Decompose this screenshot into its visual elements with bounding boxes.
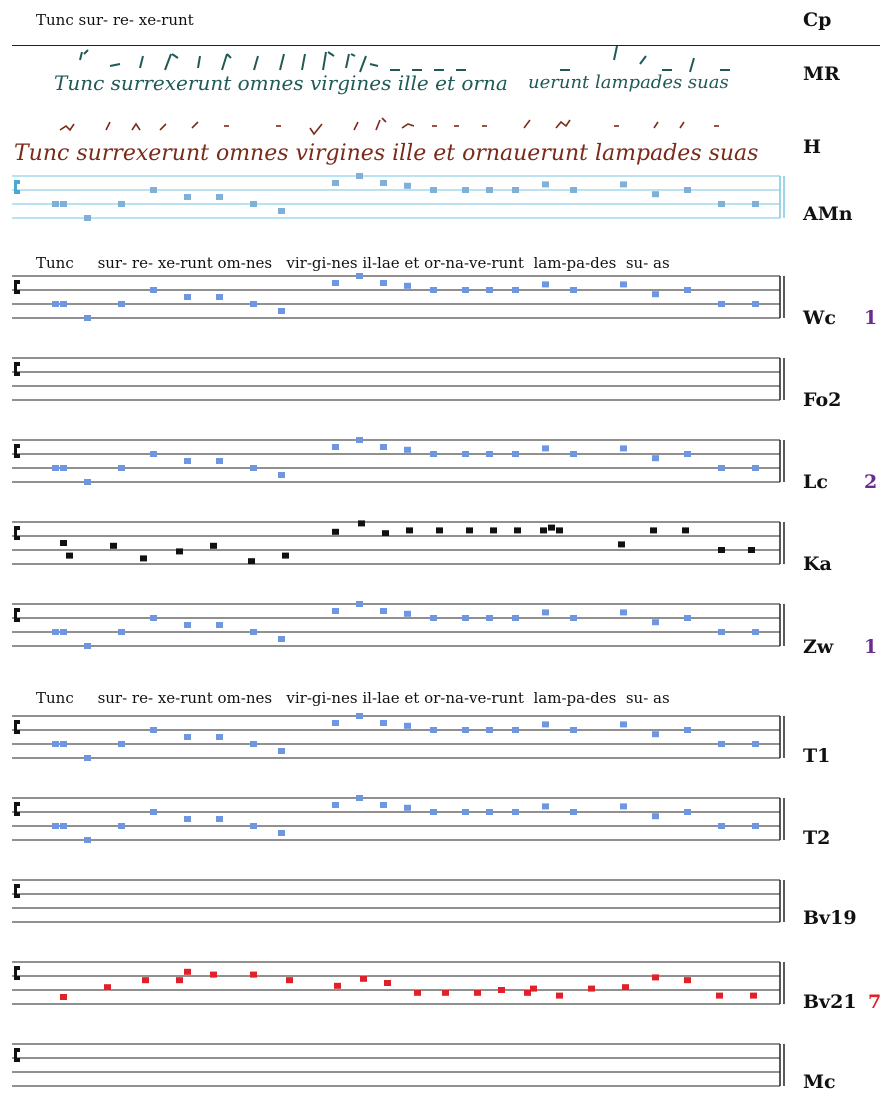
neume-note [278,636,285,642]
neume-note [414,990,421,996]
variant-lc: 2 [864,471,878,493]
neume-note [118,465,125,471]
neume-note [620,445,627,451]
neume-note [718,201,725,207]
neume-note [216,734,223,740]
neume-note [118,301,125,307]
c-clef-icon [14,608,20,622]
neume-note [380,180,387,186]
neume-note [570,727,577,733]
neume-note [150,809,157,815]
neume-note [718,465,725,471]
neume-note [462,287,469,293]
neume-note [462,615,469,621]
neume-note [684,977,691,983]
neume-note [486,287,493,293]
neume-note [684,451,691,457]
neume-note [210,972,217,978]
neume-note [332,720,339,726]
neume-note [620,281,627,287]
neume-note [184,734,191,740]
neume-note [356,713,363,719]
neume-note [684,727,691,733]
neume-note [486,187,493,193]
neume-note [250,465,257,471]
neume-note [652,619,659,625]
neume-note [430,615,437,621]
neume-note [466,527,473,533]
neume-note [84,755,91,761]
lyrics-row-1: Tunc sur- re- xe-runt om-nes vir-gi-nes il-lae et or-na-ve-runt lam-pa-des su- as [36,254,670,272]
neume-note [60,465,67,471]
neume-note [184,294,191,300]
neume-note [462,187,469,193]
header-incipit: Tunc sur- re- xe-runt [36,11,194,29]
neume-note [356,601,363,607]
neume-note [278,308,285,314]
neume-note [66,553,73,559]
header-siglum: Cp [803,9,832,31]
neume-note [382,530,389,536]
neume-note [618,541,625,547]
neume-note [556,527,563,533]
neume-note [404,183,411,189]
neume-note [216,294,223,300]
neume-note [118,741,125,747]
neume-note [60,201,67,207]
neume-note [442,990,449,996]
neume-note [718,301,725,307]
neume-note [750,993,757,999]
neume-note [716,993,723,999]
neume-note [282,553,289,559]
neume-note [748,547,755,553]
neume-note [684,287,691,293]
neume-note [404,447,411,453]
neume-note [332,802,339,808]
neume-note [462,809,469,815]
neume-note [570,615,577,621]
c-clef-icon [14,720,20,734]
neume-note [752,741,759,747]
neume-note [682,527,689,533]
neume-note [430,727,437,733]
neume-note [404,283,411,289]
neume-note [462,451,469,457]
siglum-h: H [803,136,821,158]
neume-note [512,615,519,621]
neume-note [250,741,257,747]
neume-note [380,280,387,286]
neume-note [150,187,157,193]
neume-note [542,609,549,615]
h-text: Tunc surrexerunt omnes virgines ille et ornauerunt lampades suas [14,141,759,166]
neume-note [718,629,725,635]
neume-note [250,301,257,307]
neume-note [150,451,157,457]
neume-note [404,723,411,729]
neume-note [118,823,125,829]
neume-note [542,445,549,451]
neume-note [512,451,519,457]
neume-note [652,191,659,197]
neume-note [332,529,339,535]
neume-note [84,643,91,649]
neume-note [184,622,191,628]
neume-note [52,465,59,471]
neume-note [380,608,387,614]
neume-note [84,215,91,221]
neume-note [60,994,67,1000]
neume-note [278,830,285,836]
neume-note [570,809,577,815]
neume-note [110,543,117,549]
neume-note [512,727,519,733]
neume-note [334,983,341,989]
neume-note [248,558,255,564]
neume-note [684,615,691,621]
neume-note [184,458,191,464]
neume-note [250,823,257,829]
mr-text: Tunc surrexerunt omnes virgines ille et orna [54,71,508,95]
neume-note [60,741,67,747]
neume-note [430,287,437,293]
neume-note [380,720,387,726]
neume-note [360,976,367,982]
neume-note [512,809,519,815]
neume-note [358,520,365,526]
neume-note [752,301,759,307]
neume-note [356,273,363,279]
neume-note [52,741,59,747]
neume-note [176,548,183,554]
neume-note [52,301,59,307]
neume-note [286,977,293,983]
neume-note [150,727,157,733]
neume-note [406,527,413,533]
neume-note [570,287,577,293]
c-clef-icon [14,526,20,540]
neume-note [486,615,493,621]
neume-note [150,287,157,293]
neume-note [216,194,223,200]
neume-note [250,972,257,978]
neume-note [542,281,549,287]
neume-note [210,543,217,549]
lyrics-row-2: Tunc sur- re- xe-runt om-nes vir-gi-nes il-lae et or-na-ve-runt lam-pa-des su- as [36,689,670,707]
neume-note [332,608,339,614]
neume-note [620,721,627,727]
c-clef-icon [14,884,20,898]
neume-note [752,465,759,471]
neume-note [652,813,659,819]
neume-note [184,194,191,200]
neume-note [436,527,443,533]
neume-note [652,731,659,737]
neume-note [216,458,223,464]
variant-zw: 1 [864,636,878,658]
neume-note [548,525,555,531]
neume-note [556,993,563,999]
neume-note [752,629,759,635]
neume-note [216,622,223,628]
siglum-fo2: Fo2 [803,389,842,411]
siglum-t1: T1 [803,745,831,767]
neume-note [524,990,531,996]
c-clef-icon [14,280,20,294]
neume-note [250,201,257,207]
neume-note [620,803,627,809]
neume-note [356,795,363,801]
neume-note [332,180,339,186]
neume-note [462,727,469,733]
neume-note [474,990,481,996]
siglum-ka: Ka [803,553,832,575]
neume-note [486,451,493,457]
neume-note [486,809,493,815]
neume-note [52,823,59,829]
c-clef-icon [14,444,20,458]
neume-note [620,609,627,615]
siglum-wc: Wc [803,307,836,329]
c-clef-icon [14,180,20,194]
c-clef-icon [14,966,20,980]
neume-note [84,837,91,843]
neume-note [332,444,339,450]
neume-note [718,547,725,553]
siglum-mc: Mc [803,1071,836,1093]
c-clef-icon [14,362,20,376]
neume-note [140,555,147,561]
neume-note [684,187,691,193]
neume-note [84,479,91,485]
neume-note [380,444,387,450]
neume-note [652,455,659,461]
neume-note [430,451,437,457]
siglum-bv19: Bv19 [803,907,857,929]
neume-note [514,527,521,533]
neume-note [84,315,91,321]
siglum-lc: Lc [803,471,828,493]
neume-note [540,527,547,533]
neume-note [486,727,493,733]
neume-note [684,809,691,815]
c-clef-icon [14,1048,20,1062]
neume-note [332,280,339,286]
neume-note [60,823,67,829]
neume-note [652,291,659,297]
neume-note [542,181,549,187]
siglum-bv21: Bv21 [803,991,857,1013]
neume-note [52,201,59,207]
siglum-zw: Zw [803,636,834,658]
neume-note [356,173,363,179]
neume-note [498,987,505,993]
mr-text-b: uerunt lampades suas [528,72,729,93]
neume-note [184,969,191,975]
neume-note [652,974,659,980]
neume-note [404,611,411,617]
neume-note [430,187,437,193]
neume-note [150,615,157,621]
neume-note [752,201,759,207]
neume-note [570,187,577,193]
neume-note [118,629,125,635]
neume-note [530,986,537,992]
neume-note [118,201,125,207]
neume-note [512,187,519,193]
variant-wc: 1 [864,307,878,329]
siglum-t2: T2 [803,827,831,849]
variant-bv21: 7 [868,991,882,1013]
neume-note [250,629,257,635]
neume-note [512,287,519,293]
siglum-mr: MR [803,63,840,85]
neume-note [278,208,285,214]
neume-note [278,472,285,478]
neume-note [404,805,411,811]
neume-note [620,181,627,187]
neume-note [278,748,285,754]
neume-note [570,451,577,457]
neume-note [650,527,657,533]
neume-note [752,823,759,829]
neume-note [622,984,629,990]
neume-note [718,741,725,747]
neume-note [430,809,437,815]
neume-note [60,301,67,307]
neume-note [142,977,149,983]
neume-note [52,629,59,635]
neume-note [176,977,183,983]
neume-note [104,984,111,990]
neume-note [588,986,595,992]
neume-note [356,437,363,443]
neume-note [184,816,191,822]
c-clef-icon [14,802,20,816]
neume-note [60,540,67,546]
neume-note [380,802,387,808]
neume-note [490,527,497,533]
neume-note [384,980,391,986]
neume-note [216,816,223,822]
siglum-amn: AMn [803,203,853,225]
neume-note [542,803,549,809]
neume-note [542,721,549,727]
neume-note [718,823,725,829]
neume-note [60,629,67,635]
